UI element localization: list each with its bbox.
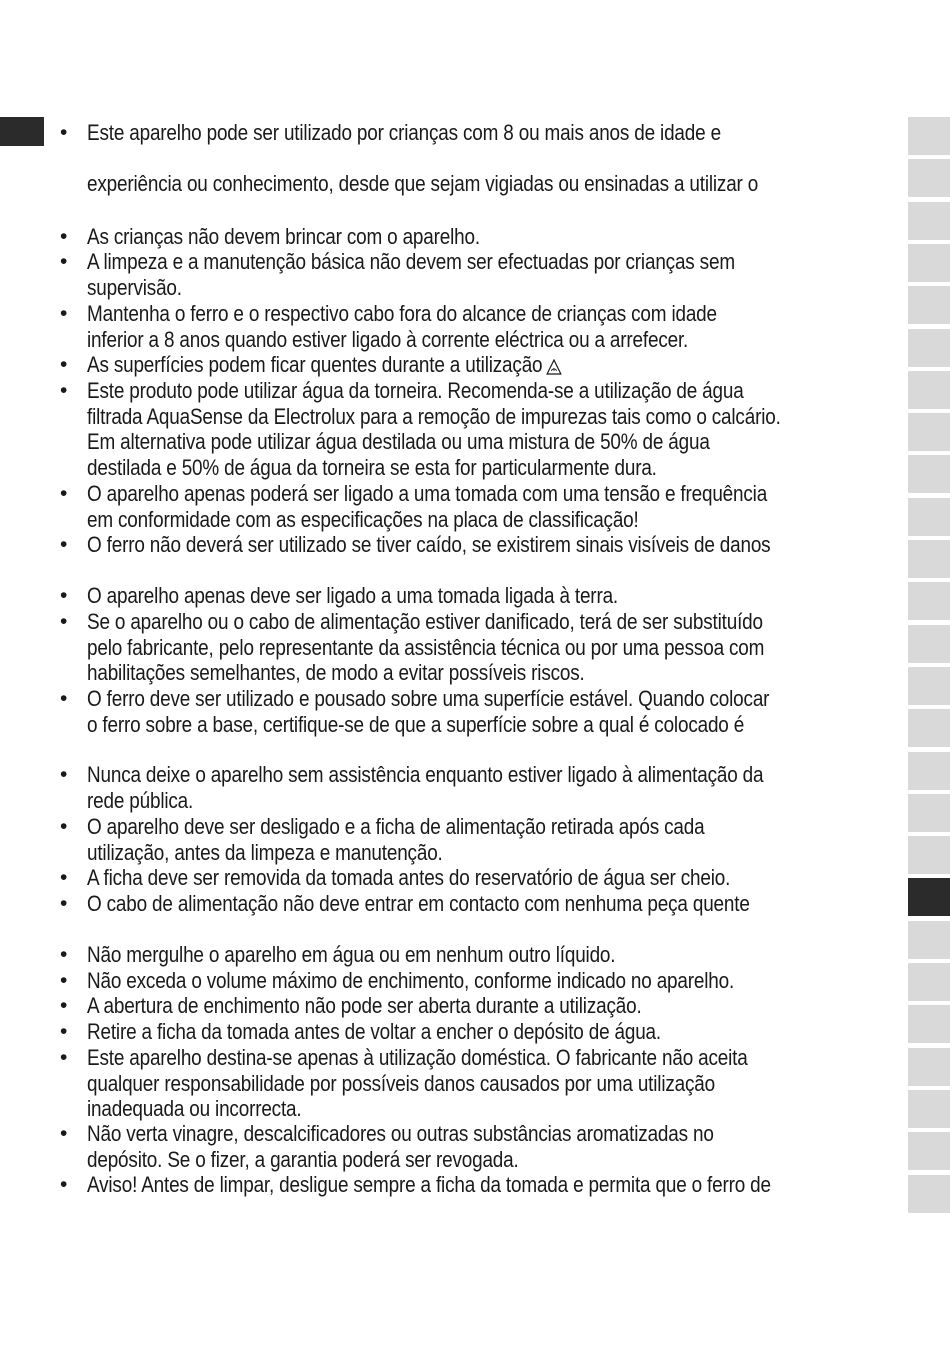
list-item-text: O aparelho apenas poderá ser ligado a uma tomada com uma tensão e frequência — [87, 481, 768, 506]
list-item-text: habilitações semelhantes, de modo a evitar possíveis riscos. — [87, 660, 585, 686]
side-tab — [908, 794, 950, 832]
list-item-text: A abertura de enchimento não pode ser aberta durante a utilização. — [87, 993, 642, 1018]
list-item-text: O cabo de alimentação não deve entrar em contacto com nenhuma peça quente — [87, 891, 750, 916]
list-item-text: Em alternativa pode utilizar água destilada ou uma mistura de 50% de água — [87, 429, 710, 455]
bullet-point: • — [60, 1122, 68, 1145]
list-item-text: Se o aparelho ou o cabo de alimentação estiver danificado, terá de ser substituído — [87, 609, 763, 634]
side-tab — [908, 329, 950, 367]
bullet-point: • — [60, 763, 68, 786]
list-item-text: O ferro deve ser utilizado e pousado sobre uma superfície estável. Quando colocar — [87, 686, 770, 711]
list-item-text: pelo fabricante, pelo representante da assistência técnica ou por uma pessoa com — [87, 634, 765, 660]
side-tab — [908, 1005, 950, 1043]
list-item-text: rede pública. — [87, 787, 194, 813]
bullet-point: • — [60, 225, 68, 248]
list-item-text: Retire a ficha da tomada antes de voltar a encher o depósito de água. — [87, 1019, 661, 1044]
side-tab — [908, 1175, 950, 1213]
list-item-text: Não mergulhe o aparelho em água ou em nenhum outro líquido. — [87, 942, 616, 967]
list-item-text: Este produto pode utilizar água da torneira. Recomenda-se a utilização de água — [87, 378, 744, 403]
bullet-point: • — [60, 121, 68, 144]
side-tab — [908, 202, 950, 240]
list-item-text: Aviso! Antes de limpar, desligue sempre a ficha da tomada e permita que o ferro de — [87, 1172, 771, 1197]
side-tab — [908, 921, 950, 959]
list-item-text: Este aparelho destina-se apenas à utilização doméstica. O fabricante não aceita — [87, 1045, 748, 1070]
bullet-point: • — [60, 353, 68, 376]
side-tab — [908, 963, 950, 1001]
side-tab — [908, 540, 950, 578]
list-item-text: Mantenha o ferro e o respectivo cabo fora do alcance de crianças com idade — [87, 301, 717, 326]
list-item-text: Nunca deixe o aparelho sem assistência enquanto estiver ligado à alimentação da — [87, 762, 764, 787]
side-tab — [908, 159, 950, 197]
side-tab — [908, 413, 950, 451]
list-item-text: experiência ou conhecimento, desde que sejam vigiadas ou ensinadas a utilizar o — [87, 171, 759, 197]
hot-surface-warning-icon — [546, 355, 561, 381]
list-item-text: depósito. Se o fizer, a garantia poderá ser revogada. — [87, 1146, 519, 1172]
list-item-text: O aparelho deve ser desligado e a ficha de alimentação retirada após cada — [87, 814, 705, 839]
side-tab — [908, 1132, 950, 1170]
side-tab — [908, 1090, 950, 1128]
bullet-point: • — [60, 584, 68, 607]
side-tab — [908, 117, 950, 155]
side-tab — [908, 1048, 950, 1086]
list-item-text: inadequada ou incorrecta. — [87, 1096, 302, 1122]
side-tab — [908, 752, 950, 790]
list-item-text: inferior a 8 anos quando estiver ligado à corrente eléctrica ou a arrefecer. — [87, 326, 689, 352]
bullet-point: • — [60, 994, 68, 1017]
list-item-text: As crianças não devem brincar com o aparelho. — [87, 224, 480, 249]
bullet-point: • — [60, 1173, 68, 1196]
side-tab — [908, 286, 950, 324]
side-tab — [908, 244, 950, 282]
list-item-text: Não exceda o volume máximo de enchimento, conforme indicado no aparelho. — [87, 968, 735, 993]
side-tab — [908, 709, 950, 747]
bullet-point: • — [60, 250, 68, 273]
bullet-point: • — [60, 1020, 68, 1043]
side-tab — [908, 582, 950, 620]
list-item-text: O ferro não deverá ser utilizado se tiver caído, se existirem sinais visíveis de danos — [87, 532, 771, 557]
list-item-text: As superfícies podem ficar quentes durante a utilização — [87, 352, 561, 378]
bullet-point: • — [60, 302, 68, 325]
list-item-text: supervisão. — [87, 274, 182, 300]
list-item-text: destilada e 50% de água da torneira se esta for particularmente dura. — [87, 454, 657, 480]
bullet-point: • — [60, 533, 68, 556]
bullet-point: • — [60, 1046, 68, 1069]
side-tab — [908, 625, 950, 663]
list-item-text: O aparelho apenas deve ser ligado a uma tomada ligada à terra. — [87, 583, 619, 608]
list-item-text: Este aparelho pode ser utilizado por crianças com 8 ou mais anos de idade e — [87, 120, 721, 145]
bullet-point: • — [60, 482, 68, 505]
list-item-text: qualquer responsabilidade por possíveis danos causados por uma utilização — [87, 1070, 715, 1096]
list-item-text: utilização, antes da limpeza e manutenção. — [87, 839, 443, 865]
language-marker-tab — [0, 117, 44, 146]
bullet-point: • — [60, 866, 68, 889]
list-item-text: Não verta vinagre, descalcificadores ou outras substâncias aromatizadas no — [87, 1121, 714, 1146]
list-item-text: A limpeza e a manutenção básica não devem ser efectuadas por crianças sem — [87, 249, 735, 274]
list-item-text: A ficha deve ser removida da tomada antes do reservatório de água ser cheio. — [87, 865, 731, 890]
bullet-point: • — [60, 969, 68, 992]
side-tab-active — [908, 878, 950, 916]
bullet-point: • — [60, 815, 68, 838]
bullet-point: • — [60, 892, 68, 915]
bullet-point: • — [60, 687, 68, 710]
bullet-point: • — [60, 610, 68, 633]
side-tab — [908, 371, 950, 409]
side-tab — [908, 455, 950, 493]
list-item-text: o ferro sobre a base, certifique-se de que a superfície sobre a qual é colocado é — [87, 711, 745, 737]
bullet-point: • — [60, 943, 68, 966]
side-tab — [908, 667, 950, 705]
side-tab — [908, 836, 950, 874]
side-tab — [908, 498, 950, 536]
list-item-text: em conformidade com as especificações na placa de classificação! — [87, 506, 639, 532]
list-item-text: filtrada AquaSense da Electrolux para a remoção de impurezas tais como o calcário. — [87, 403, 781, 429]
bullet-point: • — [60, 379, 68, 402]
